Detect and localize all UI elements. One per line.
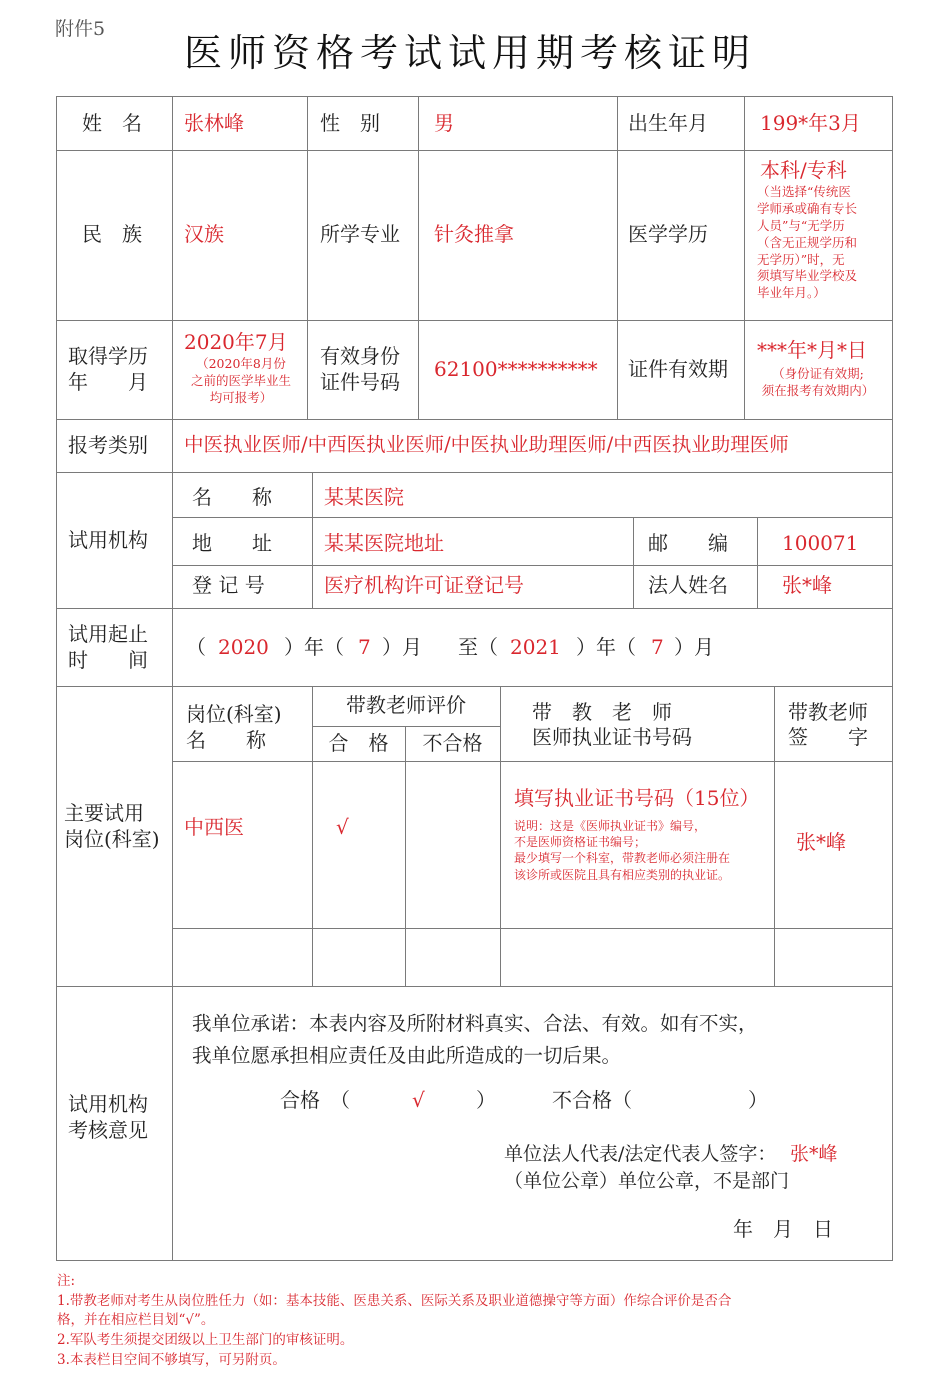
registration-label: 登 记 号 [192,573,265,597]
period-start-year: 2020 [218,635,269,659]
note-line: 之前的医学毕业生 [190,372,291,388]
row-divider [56,150,892,151]
col-divider [418,96,419,419]
opinion-date: 年 月 日 [733,1217,833,1241]
legal-person-value: 张*峰 [782,573,832,597]
period-end-month: 7 [651,635,664,659]
sign-header: 带教老师 [788,700,868,724]
opinion-label: 试用机构 [68,1092,148,1116]
promise-line: 我单位承诺：本表内容及所附材料真实、合法、有效。如有不实， [192,1012,758,1035]
table-border-top [56,96,892,97]
inst-addr-value: 某某医院地址 [324,531,444,555]
dept-header-2: 名 称 [186,728,266,752]
col-divider [172,96,173,419]
dept-value: 中西医 [184,815,244,839]
graduation-label: 取得学历 [68,344,148,368]
id-valid-note [752,366,884,400]
notes-heading: 注: [57,1273,76,1289]
row-divider [172,517,892,518]
row-divider [56,419,892,420]
col-divider [405,726,406,986]
opinion-pass-close: ） [476,1088,496,1112]
id-valid-value: ***年*月*日 [757,338,867,362]
note-line: 该诊所或医院且具有相应类别的执业证。 [514,867,731,882]
period-end-year: 2021 [510,635,561,659]
id-value: 62100********** [434,357,598,381]
note-line: （当选择“传统医 [757,184,851,199]
col-divider [633,517,634,608]
sign-header-2: 签 字 [788,725,868,749]
table-border-bottom [56,1260,892,1261]
note-line: 须在报考有效期内） [761,382,875,398]
opinion-fail: 不合格（ [552,1088,632,1112]
note-line: 无学历）”时，无 [757,251,845,267]
attachment-label: 附件5 [55,18,106,40]
postcode-value: 100071 [782,531,859,555]
note-line: （含无正规学历和 [757,234,858,250]
id-label: 有效身份 [320,344,400,368]
table-border-left [56,96,57,1261]
col-divider [500,686,501,986]
note-line: 说明：这是《医师执业证书》编号， [514,819,707,833]
education-label: 医学学历 [628,222,708,246]
pass-header: 合 格 [328,731,389,755]
category-label: 报考类别 [68,433,148,457]
note-line: 均可报考） [209,389,273,405]
col-divider [172,419,173,472]
row-divider [172,761,892,762]
period-to: 至（ [458,635,498,659]
col-divider [312,472,313,608]
id-label-2: 证件号码 [320,370,400,394]
inst-addr-label: 地 址 [192,531,272,555]
education-value: 本科/专科 [760,158,847,182]
name-value: 张林峰 [184,111,244,135]
education-note [757,184,857,302]
post-label-2: 岗位(科室) [64,827,160,851]
col-divider [172,686,173,986]
opinion-pass: 合格 （ [280,1088,350,1112]
cert-header: 带 教 老 师 [532,700,672,724]
inst-name-label: 名 称 [192,485,272,509]
promise-line: 我单位愿承担相应责任及由此所造成的一切后果。 [192,1044,622,1067]
note-line: 须填写毕业学校及 [757,268,858,284]
major-value: 针灸推拿 [434,222,514,246]
col-divider [172,986,173,1260]
note-item: 格，并在相应栏目划“√”。 [57,1312,215,1328]
note-line: 学师承或确有专长 [757,200,858,216]
row-divider [56,320,892,321]
signer-label: 单位法人代表/法定代表人签字： [504,1143,777,1165]
signer-value: 张*峰 [790,1143,838,1165]
opinion-label-2: 考核意见 [68,1118,148,1142]
gender-value: 男 [434,111,454,135]
graduation-label-2: 年 月 [68,370,148,394]
birth-label: 出生年月 [628,111,708,135]
note-item: 2.军队考生须提交团级以上卫生部门的审核证明。 [57,1332,354,1348]
col-divider [617,96,618,419]
note-line: 人员”与“无学历 [757,217,845,233]
col-divider [774,686,775,986]
row-divider [172,928,892,929]
col-divider [172,608,173,686]
legal-person-label: 法人姓名 [648,573,728,597]
postcode-label: 邮 编 [648,531,728,555]
ethnic-label: 民 族 [82,222,142,246]
inst-name-value: 某某医院 [324,485,404,509]
evaluation-header: 带教老师评价 [346,693,466,717]
cert-note [514,818,730,883]
period-label: 试用起止 [68,622,148,646]
post-label: 主要试用 [64,801,144,825]
fail-header: 不合格 [422,731,483,755]
teacher-signature: 张*峰 [796,830,846,854]
cert-value: 填写执业证书号码（15位） [514,786,760,810]
cert-header-2: 医师执业证书号码 [532,725,692,749]
row-divider [172,565,892,566]
note-line: 不是医师资格证书编号； [514,835,647,850]
institution-label: 试用机构 [68,528,148,552]
period-text: ）月 [382,635,422,659]
ethnic-value: 汉族 [184,222,224,246]
col-divider [172,472,173,608]
note-line: （2020年8月份 [196,356,286,371]
graduation-note [180,356,302,407]
col-divider [744,96,745,419]
id-valid-label: 证件有效期 [628,357,728,381]
page-title: 医师资格考试试用期考核证明 [183,31,756,75]
pass-check: √ [336,815,349,839]
note-item: 1.带教老师对考生从岗位胜任力（如：基本技能、医患关系、医际关系及职业道德操守等方面）作综合评价是否合 [57,1293,732,1309]
major-label: 所学专业 [320,222,400,246]
period-open-paren: （ [186,635,206,659]
period-text: ）年（ [284,635,344,659]
period-text: ）年（ [576,635,636,659]
birth-value: 199*年3月 [760,111,861,135]
graduation-value: 2020年7月 [184,330,288,354]
gender-label: 性 别 [320,111,380,135]
category-value: 中医执业医师/中西医执业医师/中医执业助理医师/中西医执业助理医师 [184,433,789,456]
row-divider [56,608,892,609]
registration-value: 医疗机构许可证登记号 [324,573,524,597]
period-text: ）月 [674,635,714,659]
row-divider [56,986,892,987]
note-line: （身份证有效期; [772,366,864,381]
row-divider [56,686,892,687]
note-line: 最少填写一个科室，带教老师必须注册在 [514,851,731,866]
row-divider [312,726,500,727]
note-item: 3.本表栏目空间不够填写，可另附页。 [57,1352,286,1368]
col-divider [307,96,308,419]
period-label-2: 时 间 [68,648,148,672]
table-border-right [892,96,893,1261]
dept-header: 岗位(科室) [186,702,282,726]
seal-text: （单位公章）单位公章，不是部门 [504,1170,790,1192]
name-label: 姓 名 [82,111,142,135]
col-divider [757,517,758,608]
opinion-fail-close: ） [748,1088,768,1112]
period-start-month: 7 [358,635,371,659]
note-line: 毕业年月。） [757,285,826,301]
row-divider [56,472,892,473]
opinion-pass-check: √ [412,1088,425,1112]
